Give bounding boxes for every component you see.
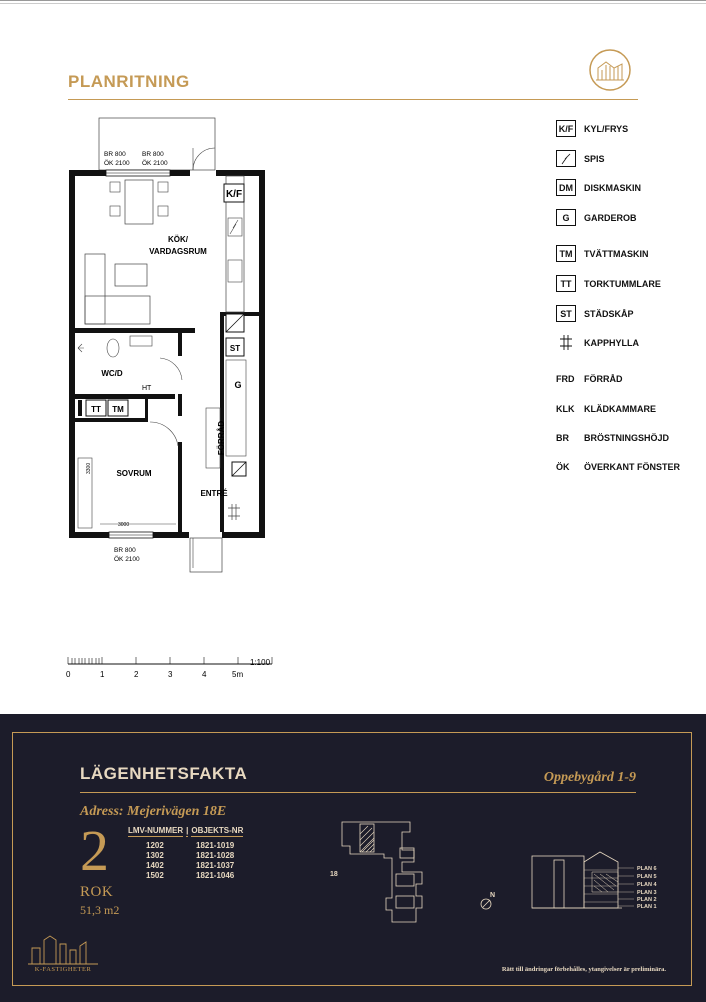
legend-abbr: FRD [556,374,575,384]
table-cell: 1821-1019 [196,841,235,850]
title-rule [68,99,638,100]
tm-label: TM [112,405,124,414]
tt-label: TT [91,405,101,414]
legend-label: FÖRRÅD [584,374,623,384]
page-title: PLANRITNING [68,72,190,91]
building-logo-icon [588,48,632,92]
legend-item-dm [556,179,641,196]
floor-plan [60,112,280,582]
elevation-diagram [474,842,674,942]
scale-tick-1: 1 [100,670,105,679]
table-row [128,861,260,871]
window-bottom-ok: ÖK 2100 [114,556,140,563]
legend-abbr: ÖK [556,462,570,472]
sovrum-height-dim: 3300 [86,462,92,474]
legend-abbr: KLK [556,404,575,414]
apartment-area: 51,3 m2 [80,903,120,917]
site-label: 18 [330,871,338,878]
legend-item-frd [556,374,623,384]
window-bottom-br: BR 800 [114,547,136,554]
stove-icon [556,150,576,167]
kf-label: K/F [225,189,243,200]
room-kok-line2: VARDAGSRUM [149,247,207,256]
north-label: N [490,892,496,899]
legend-abbr-box: TM [556,245,576,262]
legend-item-g [556,209,637,226]
logo-text: K-FASTIGHETER [34,966,92,973]
legend-item-kf [556,120,628,137]
top-border [0,0,706,4]
legend-abbr-box: K/F [556,120,576,137]
table-header-lmv: LMV-NUMMER [128,826,184,835]
window-top-right-ok: ÖK 2100 [142,160,168,167]
legend-label: DISKMASKIN [584,182,642,193]
legend-label: BRÖSTNINGSHÖJD [584,433,670,443]
floor-label: PLAN 5 [637,874,657,880]
sovrum-width-dim: 3000 [118,522,130,528]
scale-ratio: 1:100 [250,658,271,667]
scale-bar [60,652,300,682]
window-top-left-ok: ÖK 2100 [104,160,130,167]
floor-label: PLAN 2 [637,897,657,903]
legend-label: TORKTUMMLARE [584,278,661,289]
room-entre: ENTRÉ [200,489,228,498]
legend-label: ÖVERKANT FÖNSTER [584,462,681,472]
legend-abbr-box: DM [556,179,576,196]
table-cell: 1402 [146,861,164,870]
table-cell: 1202 [146,841,164,850]
facts-title: LÄGENHETSFAKTA [80,764,248,783]
scale-tick-5: 5m [232,670,244,679]
legend-item-tt [556,275,661,292]
project-name: Oppebygård 1-9 [543,770,636,785]
legend-abbr-box: TT [556,275,576,292]
legend-label: TVÄTTMASKIN [584,248,649,259]
table-row [128,871,260,881]
facts-rule [80,792,636,793]
room-wc: WC/D [101,369,123,378]
legend-label: STÄDSKÅP [584,308,634,319]
legend-item-klk [556,404,656,414]
st-label: ST [229,344,241,353]
room-sovrum: SOVRUM [116,469,152,478]
disclaimer: Rätt till ändringar förbehålles, ytangivelser är preliminära. [501,966,666,973]
table-cell: 1821-1046 [196,871,235,880]
table-header-objekt: OBJEKTS-NR [191,826,244,835]
window-top-left-br: BR 800 [104,151,126,158]
floor-label: PLAN 3 [637,890,657,896]
legend-item-tm [556,245,649,262]
scale-tick-0: 0 [66,670,71,679]
coat-rack-icon [556,334,576,351]
floor-label: PLAN 4 [637,882,657,888]
forrad-label: FÖRRÅD [217,420,226,456]
legend-label: KYL/FRYS [584,123,629,134]
table-cell: 1502 [146,871,164,880]
ht-label: HT [142,385,152,392]
table-row [128,851,260,861]
legend-item-st [556,305,634,322]
legend-abbr: BR [556,433,569,443]
legend-label: GARDEROB [584,212,637,223]
floor-label: PLAN 1 [637,904,657,910]
object-table [128,826,260,881]
legend-item-br [556,433,669,443]
table-cell: 1821-1037 [196,861,235,870]
scale-tick-4: 4 [202,670,207,679]
table-header: LMV-NUMMER | OBJEKTS-NR [128,826,244,835]
legend-abbr-box: ST [556,305,576,322]
window-top-right-br: BR 800 [142,151,164,158]
table-cell: 1302 [146,851,164,860]
legend-abbr-box: G [556,209,576,226]
floor-label: PLAN 6 [637,866,657,872]
table-row [128,841,260,851]
legend-item-spis [556,150,605,167]
address: Adress: Mejerivägen 18E [80,804,227,819]
room-kok-line1: KÖK/ [168,235,188,244]
rok-label: ROK [80,884,114,900]
legend-label: SPIS [584,153,605,164]
g-label: G [234,380,242,390]
scale-tick-3: 3 [168,670,173,679]
scale-tick-2: 2 [134,670,139,679]
legend-label: KAPPHYLLA [584,337,640,348]
legend-label: KLÄDKAMMARE [584,404,656,414]
table-cell: 1821-1028 [196,851,235,860]
legend-item-kapphylla [556,334,639,351]
legend-item-ok [556,462,680,472]
site-plan [326,812,446,932]
rooms-count: 2 [80,818,109,883]
